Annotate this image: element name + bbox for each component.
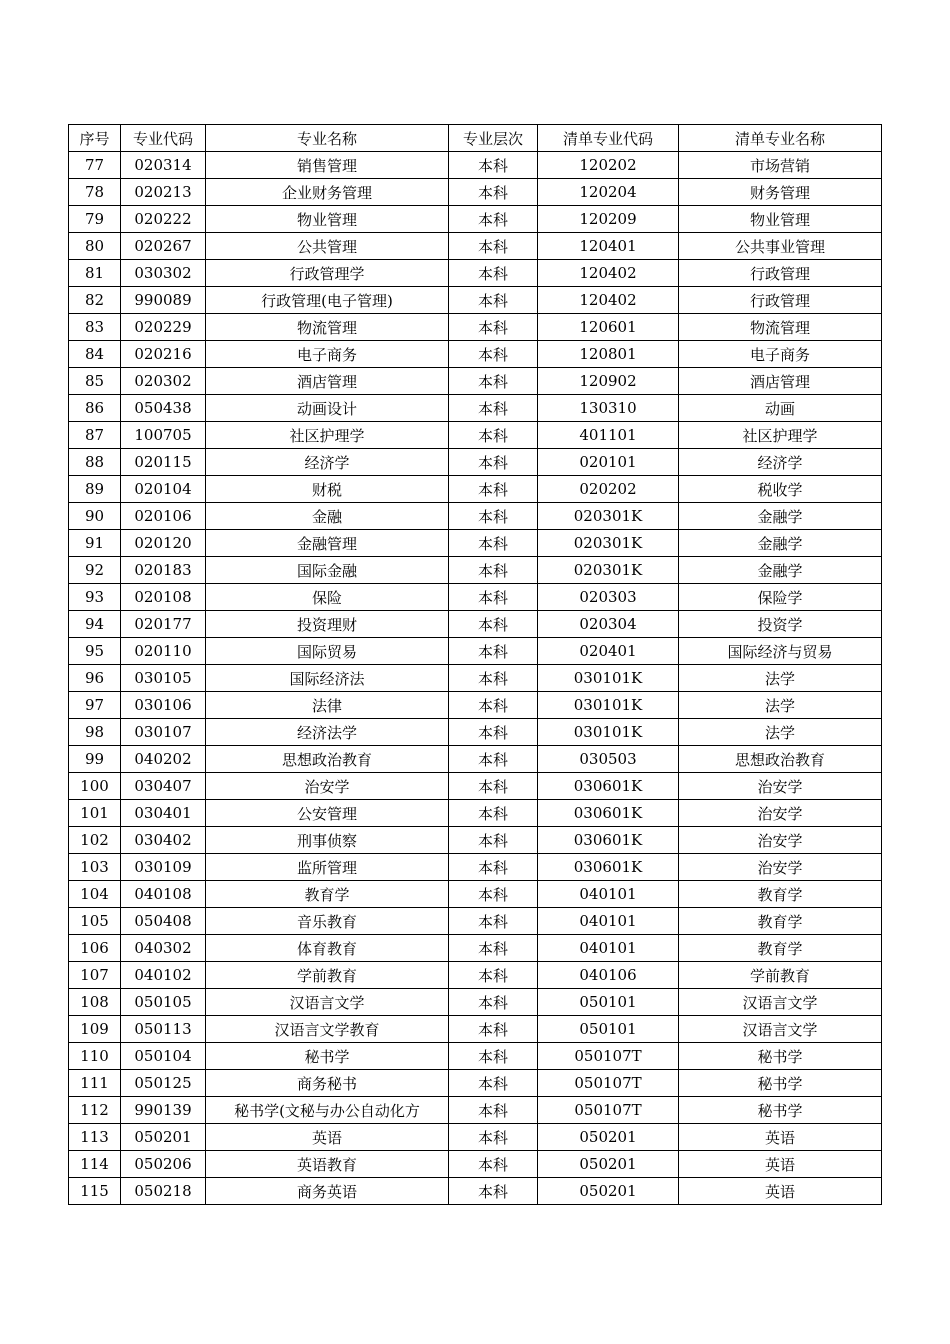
cell-seq: 91 (69, 530, 121, 557)
cell-list-code: 030101K (538, 719, 679, 746)
cell-major-code: 020106 (121, 503, 206, 530)
cell-list-code: 020303 (538, 584, 679, 611)
cell-list-code: 050107T (538, 1070, 679, 1097)
cell-major-code: 020314 (121, 152, 206, 179)
cell-list-name: 金融学 (679, 530, 882, 557)
cell-level: 本科 (449, 341, 538, 368)
cell-level: 本科 (449, 422, 538, 449)
table-row (69, 692, 882, 719)
cell-major-code: 020267 (121, 233, 206, 260)
cell-list-name: 公共事业管理 (679, 233, 882, 260)
cell-major-name: 财税 (206, 476, 449, 503)
cell-list-code: 030101K (538, 665, 679, 692)
cell-level: 本科 (449, 611, 538, 638)
cell-list-name: 法学 (679, 665, 882, 692)
table-row (69, 557, 882, 584)
cell-list-name: 金融学 (679, 557, 882, 584)
cell-seq: 84 (69, 341, 121, 368)
cell-list-name: 英语 (679, 1151, 882, 1178)
cell-list-name: 秘书学 (679, 1070, 882, 1097)
cell-level: 本科 (449, 1070, 538, 1097)
cell-list-name: 动画 (679, 395, 882, 422)
cell-list-code: 020301K (538, 557, 679, 584)
table-row (69, 665, 882, 692)
cell-list-name: 英语 (679, 1178, 882, 1205)
cell-list-name: 社区护理学 (679, 422, 882, 449)
cell-list-name: 行政管理 (679, 287, 882, 314)
cell-level: 本科 (449, 1016, 538, 1043)
cell-level: 本科 (449, 1124, 538, 1151)
cell-major-name: 酒店管理 (206, 368, 449, 395)
cell-seq: 109 (69, 1016, 121, 1043)
cell-level: 本科 (449, 287, 538, 314)
cell-list-name: 秘书学 (679, 1097, 882, 1124)
cell-level: 本科 (449, 530, 538, 557)
cell-list-code: 120402 (538, 287, 679, 314)
cell-seq: 82 (69, 287, 121, 314)
cell-list-name: 酒店管理 (679, 368, 882, 395)
cell-major-code: 050201 (121, 1124, 206, 1151)
cell-seq: 111 (69, 1070, 121, 1097)
cell-major-code: 020110 (121, 638, 206, 665)
cell-list-code: 040106 (538, 962, 679, 989)
cell-level: 本科 (449, 1178, 538, 1205)
table-row (69, 1124, 882, 1151)
cell-level: 本科 (449, 719, 538, 746)
table-row (69, 503, 882, 530)
cell-major-code: 050408 (121, 908, 206, 935)
cell-list-code: 050107T (538, 1097, 679, 1124)
cell-level: 本科 (449, 476, 538, 503)
cell-major-code: 040108 (121, 881, 206, 908)
cell-list-name: 电子商务 (679, 341, 882, 368)
cell-list-name: 市场营销 (679, 152, 882, 179)
cell-major-name: 金融 (206, 503, 449, 530)
cell-list-code: 050101 (538, 989, 679, 1016)
cell-major-code: 020120 (121, 530, 206, 557)
cell-seq: 85 (69, 368, 121, 395)
cell-major-name: 经济法学 (206, 719, 449, 746)
cell-list-name: 经济学 (679, 449, 882, 476)
cell-level: 本科 (449, 557, 538, 584)
cell-list-code: 030601K (538, 827, 679, 854)
cell-major-code: 040302 (121, 935, 206, 962)
cell-list-name: 法学 (679, 692, 882, 719)
cell-major-name: 英语 (206, 1124, 449, 1151)
cell-list-code: 020301K (538, 530, 679, 557)
cell-level: 本科 (449, 368, 538, 395)
cell-seq: 112 (69, 1097, 121, 1124)
cell-list-code: 020202 (538, 476, 679, 503)
cell-list-name: 物业管理 (679, 206, 882, 233)
cell-major-name: 学前教育 (206, 962, 449, 989)
cell-seq: 99 (69, 746, 121, 773)
table-row (69, 611, 882, 638)
cell-major-name: 法律 (206, 692, 449, 719)
cell-major-name: 物流管理 (206, 314, 449, 341)
cell-list-code: 020101 (538, 449, 679, 476)
cell-seq: 88 (69, 449, 121, 476)
cell-list-name: 保险学 (679, 584, 882, 611)
cell-level: 本科 (449, 854, 538, 881)
cell-seq: 83 (69, 314, 121, 341)
cell-major-code: 030402 (121, 827, 206, 854)
cell-major-code: 990139 (121, 1097, 206, 1124)
cell-list-code: 020304 (538, 611, 679, 638)
cell-major-name: 音乐教育 (206, 908, 449, 935)
cell-major-code: 050218 (121, 1178, 206, 1205)
header-list-name: 清单专业名称 (679, 125, 882, 152)
cell-seq: 81 (69, 260, 121, 287)
cell-list-code: 120801 (538, 341, 679, 368)
cell-list-name: 治安学 (679, 854, 882, 881)
cell-level: 本科 (449, 692, 538, 719)
cell-major-code: 050104 (121, 1043, 206, 1070)
cell-seq: 87 (69, 422, 121, 449)
table-row (69, 881, 882, 908)
cell-major-code: 020108 (121, 584, 206, 611)
cell-major-code: 020222 (121, 206, 206, 233)
table-row (69, 989, 882, 1016)
cell-seq: 94 (69, 611, 121, 638)
cell-list-code: 050107T (538, 1043, 679, 1070)
cell-list-name: 治安学 (679, 800, 882, 827)
table-row (69, 449, 882, 476)
cell-list-code: 050201 (538, 1151, 679, 1178)
cell-major-code: 050105 (121, 989, 206, 1016)
table-row (69, 206, 882, 233)
table-row (69, 1070, 882, 1097)
cell-seq: 97 (69, 692, 121, 719)
cell-level: 本科 (449, 260, 538, 287)
header-seq: 序号 (69, 125, 121, 152)
cell-seq: 106 (69, 935, 121, 962)
cell-major-code: 040102 (121, 962, 206, 989)
cell-seq: 113 (69, 1124, 121, 1151)
header-list-code: 清单专业代码 (538, 125, 679, 152)
cell-level: 本科 (449, 233, 538, 260)
cell-major-name: 物业管理 (206, 206, 449, 233)
cell-major-code: 030401 (121, 800, 206, 827)
table-row (69, 1043, 882, 1070)
cell-level: 本科 (449, 152, 538, 179)
cell-major-code: 030107 (121, 719, 206, 746)
table-row (69, 179, 882, 206)
cell-seq: 101 (69, 800, 121, 827)
cell-level: 本科 (449, 746, 538, 773)
table-row (69, 935, 882, 962)
cell-major-name: 电子商务 (206, 341, 449, 368)
cell-major-name: 汉语言文学 (206, 989, 449, 1016)
cell-level: 本科 (449, 1097, 538, 1124)
cell-level: 本科 (449, 395, 538, 422)
table-row (69, 152, 882, 179)
cell-major-code: 040202 (121, 746, 206, 773)
cell-list-code: 030101K (538, 692, 679, 719)
cell-major-code: 020302 (121, 368, 206, 395)
cell-level: 本科 (449, 1043, 538, 1070)
table-row (69, 584, 882, 611)
table-row (69, 233, 882, 260)
cell-seq: 95 (69, 638, 121, 665)
cell-list-name: 思想政治教育 (679, 746, 882, 773)
cell-list-name: 汉语言文学 (679, 1016, 882, 1043)
header-row (69, 125, 882, 152)
cell-list-name: 学前教育 (679, 962, 882, 989)
cell-seq: 104 (69, 881, 121, 908)
cell-list-name: 法学 (679, 719, 882, 746)
cell-seq: 114 (69, 1151, 121, 1178)
cell-list-code: 030601K (538, 773, 679, 800)
cell-list-code: 120601 (538, 314, 679, 341)
cell-level: 本科 (449, 1151, 538, 1178)
cell-major-name: 秘书学(文秘与办公自动化方 (206, 1097, 449, 1124)
cell-major-code: 990089 (121, 287, 206, 314)
cell-level: 本科 (449, 179, 538, 206)
table-row (69, 962, 882, 989)
cell-seq: 108 (69, 989, 121, 1016)
cell-major-code: 020104 (121, 476, 206, 503)
cell-level: 本科 (449, 449, 538, 476)
cell-list-code: 040101 (538, 935, 679, 962)
cell-major-code: 030407 (121, 773, 206, 800)
cell-major-name: 商务秘书 (206, 1070, 449, 1097)
cell-list-name: 税收学 (679, 476, 882, 503)
cell-list-name: 国际经济与贸易 (679, 638, 882, 665)
table-row (69, 260, 882, 287)
cell-level: 本科 (449, 584, 538, 611)
cell-list-code: 120402 (538, 260, 679, 287)
cell-list-name: 教育学 (679, 908, 882, 935)
cell-major-code: 100705 (121, 422, 206, 449)
cell-seq: 115 (69, 1178, 121, 1205)
cell-major-name: 企业财务管理 (206, 179, 449, 206)
cell-major-code: 050206 (121, 1151, 206, 1178)
cell-list-name: 金融学 (679, 503, 882, 530)
cell-major-name: 秘书学 (206, 1043, 449, 1070)
cell-list-name: 秘书学 (679, 1043, 882, 1070)
cell-list-name: 财务管理 (679, 179, 882, 206)
cell-major-name: 投资理财 (206, 611, 449, 638)
cell-major-name: 英语教育 (206, 1151, 449, 1178)
cell-seq: 107 (69, 962, 121, 989)
cell-seq: 96 (69, 665, 121, 692)
table-row (69, 800, 882, 827)
header-level: 专业层次 (449, 125, 538, 152)
cell-major-name: 治安学 (206, 773, 449, 800)
cell-major-name: 国际贸易 (206, 638, 449, 665)
cell-major-code: 020183 (121, 557, 206, 584)
cell-list-code: 120401 (538, 233, 679, 260)
cell-major-name: 社区护理学 (206, 422, 449, 449)
cell-major-code: 020213 (121, 179, 206, 206)
cell-seq: 78 (69, 179, 121, 206)
cell-list-code: 030601K (538, 800, 679, 827)
cell-level: 本科 (449, 665, 538, 692)
cell-seq: 100 (69, 773, 121, 800)
cell-major-name: 行政管理(电子管理) (206, 287, 449, 314)
table-row (69, 1016, 882, 1043)
cell-major-code: 050113 (121, 1016, 206, 1043)
cell-seq: 105 (69, 908, 121, 935)
cell-major-name: 保险 (206, 584, 449, 611)
table-row (69, 908, 882, 935)
cell-major-name: 体育教育 (206, 935, 449, 962)
cell-major-name: 教育学 (206, 881, 449, 908)
cell-major-code: 020216 (121, 341, 206, 368)
table-row (69, 719, 882, 746)
cell-list-code: 120902 (538, 368, 679, 395)
cell-level: 本科 (449, 827, 538, 854)
table-row (69, 476, 882, 503)
cell-list-name: 教育学 (679, 881, 882, 908)
cell-level: 本科 (449, 935, 538, 962)
table-row (69, 395, 882, 422)
cell-seq: 102 (69, 827, 121, 854)
cell-major-name: 动画设计 (206, 395, 449, 422)
table-row (69, 1097, 882, 1124)
table-row (69, 1178, 882, 1205)
cell-major-name: 国际经济法 (206, 665, 449, 692)
cell-major-name: 金融管理 (206, 530, 449, 557)
cell-list-name: 行政管理 (679, 260, 882, 287)
cell-list-code: 120209 (538, 206, 679, 233)
cell-level: 本科 (449, 881, 538, 908)
cell-list-code: 120204 (538, 179, 679, 206)
table-row (69, 746, 882, 773)
cell-seq: 80 (69, 233, 121, 260)
cell-major-code: 030302 (121, 260, 206, 287)
table-row (69, 530, 882, 557)
cell-list-name: 物流管理 (679, 314, 882, 341)
cell-level: 本科 (449, 989, 538, 1016)
cell-major-name: 公共管理 (206, 233, 449, 260)
cell-list-code: 050101 (538, 1016, 679, 1043)
cell-seq: 86 (69, 395, 121, 422)
table-row (69, 287, 882, 314)
cell-major-code: 030105 (121, 665, 206, 692)
cell-seq: 110 (69, 1043, 121, 1070)
header-major-code: 专业代码 (121, 125, 206, 152)
cell-major-code: 030106 (121, 692, 206, 719)
cell-list-code: 040101 (538, 881, 679, 908)
cell-seq: 103 (69, 854, 121, 881)
table-row (69, 854, 882, 881)
cell-list-name: 教育学 (679, 935, 882, 962)
cell-level: 本科 (449, 800, 538, 827)
cell-list-name: 投资学 (679, 611, 882, 638)
cell-list-code: 020401 (538, 638, 679, 665)
header-major-name: 专业名称 (206, 125, 449, 152)
table-row (69, 368, 882, 395)
cell-major-code: 020229 (121, 314, 206, 341)
cell-level: 本科 (449, 314, 538, 341)
cell-major-name: 商务英语 (206, 1178, 449, 1205)
cell-seq: 89 (69, 476, 121, 503)
cell-major-code: 020177 (121, 611, 206, 638)
cell-major-name: 经济学 (206, 449, 449, 476)
cell-major-name: 公安管理 (206, 800, 449, 827)
table-row (69, 422, 882, 449)
cell-level: 本科 (449, 206, 538, 233)
cell-major-code: 020115 (121, 449, 206, 476)
cell-level: 本科 (449, 503, 538, 530)
cell-major-name: 思想政治教育 (206, 746, 449, 773)
major-catalog-table (68, 124, 882, 1205)
cell-major-name: 行政管理学 (206, 260, 449, 287)
cell-seq: 93 (69, 584, 121, 611)
cell-list-code: 050201 (538, 1124, 679, 1151)
cell-list-code: 040101 (538, 908, 679, 935)
cell-list-name: 治安学 (679, 773, 882, 800)
cell-level: 本科 (449, 908, 538, 935)
cell-list-code: 401101 (538, 422, 679, 449)
cell-level: 本科 (449, 638, 538, 665)
cell-list-code: 030601K (538, 854, 679, 881)
cell-list-code: 020301K (538, 503, 679, 530)
cell-major-name: 国际金融 (206, 557, 449, 584)
cell-list-code: 050201 (538, 1178, 679, 1205)
table-row (69, 827, 882, 854)
cell-list-code: 030503 (538, 746, 679, 773)
cell-seq: 92 (69, 557, 121, 584)
cell-major-code: 030109 (121, 854, 206, 881)
cell-seq: 77 (69, 152, 121, 179)
cell-major-name: 刑事侦察 (206, 827, 449, 854)
cell-list-code: 130310 (538, 395, 679, 422)
cell-major-code: 050438 (121, 395, 206, 422)
cell-major-name: 销售管理 (206, 152, 449, 179)
cell-major-name: 汉语言文学教育 (206, 1016, 449, 1043)
table-row (69, 314, 882, 341)
table-row (69, 341, 882, 368)
cell-seq: 79 (69, 206, 121, 233)
table-row (69, 773, 882, 800)
cell-list-name: 英语 (679, 1124, 882, 1151)
cell-seq: 90 (69, 503, 121, 530)
table-row (69, 1151, 882, 1178)
cell-list-code: 120202 (538, 152, 679, 179)
cell-level: 本科 (449, 773, 538, 800)
cell-major-name: 监所管理 (206, 854, 449, 881)
cell-major-code: 050125 (121, 1070, 206, 1097)
cell-level: 本科 (449, 962, 538, 989)
cell-seq: 98 (69, 719, 121, 746)
cell-list-name: 治安学 (679, 827, 882, 854)
table-row (69, 638, 882, 665)
cell-list-name: 汉语言文学 (679, 989, 882, 1016)
